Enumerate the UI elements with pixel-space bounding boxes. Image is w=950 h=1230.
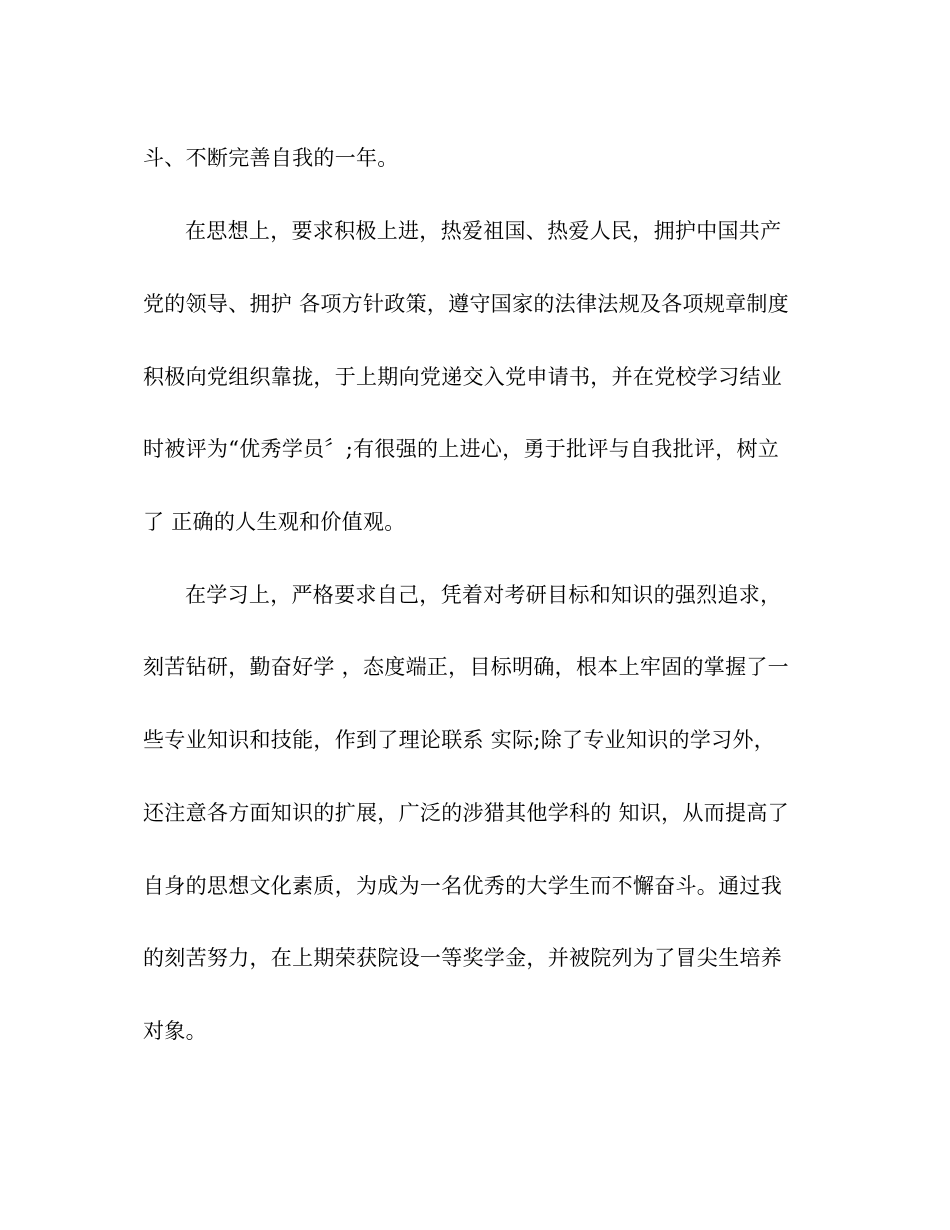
text-line-4: 积极向党组织靠拢，于上期向党递交入党申请书，并在党校学习结业	[143, 365, 782, 389]
text-line-10: 还注意各方面知识的扩展，广泛的涉猎其他学科的 知识，从而提高了	[143, 801, 789, 825]
text-line-1: 斗、不断完善自我的一年。	[143, 146, 399, 170]
text-line-13: 对象。	[143, 1019, 207, 1043]
text-line-8: 刻苦钻研，勤奋好学 ，态度端正，目标明确，根本上牢固的掌握了一	[143, 655, 789, 679]
text-line-2: 在思想上，要求积极上进，热爱祖国、热爱人民，拥护中国共产	[185, 219, 782, 243]
text-line-7: 在学习上，严格要求自己，凭着对考研目标和知识的强烈追求，	[185, 583, 782, 607]
text-line-9: 些专业知识和技能，作到了理论联系 实际;除了专业知识的学习外，	[143, 728, 776, 752]
text-line-11: 自身的思想文化素质，为成为一名优秀的大学生而不懈奋斗。通过我	[143, 874, 782, 898]
text-line-3: 党的领导、拥护 各项方针政策，遵守国家的法律法规及各项规章制度	[143, 292, 789, 316]
text-line-5: 时被评为“优秀学员〞;有很强的上进心，勇于批评与自我批评，树立	[143, 437, 780, 461]
text-line-12: 的刻苦努力，在上期荣获院设一等奖学金，并被院列为了冒尖生培养	[143, 946, 782, 970]
text-line-6: 了 正确的人生观和价值观。	[143, 510, 406, 534]
